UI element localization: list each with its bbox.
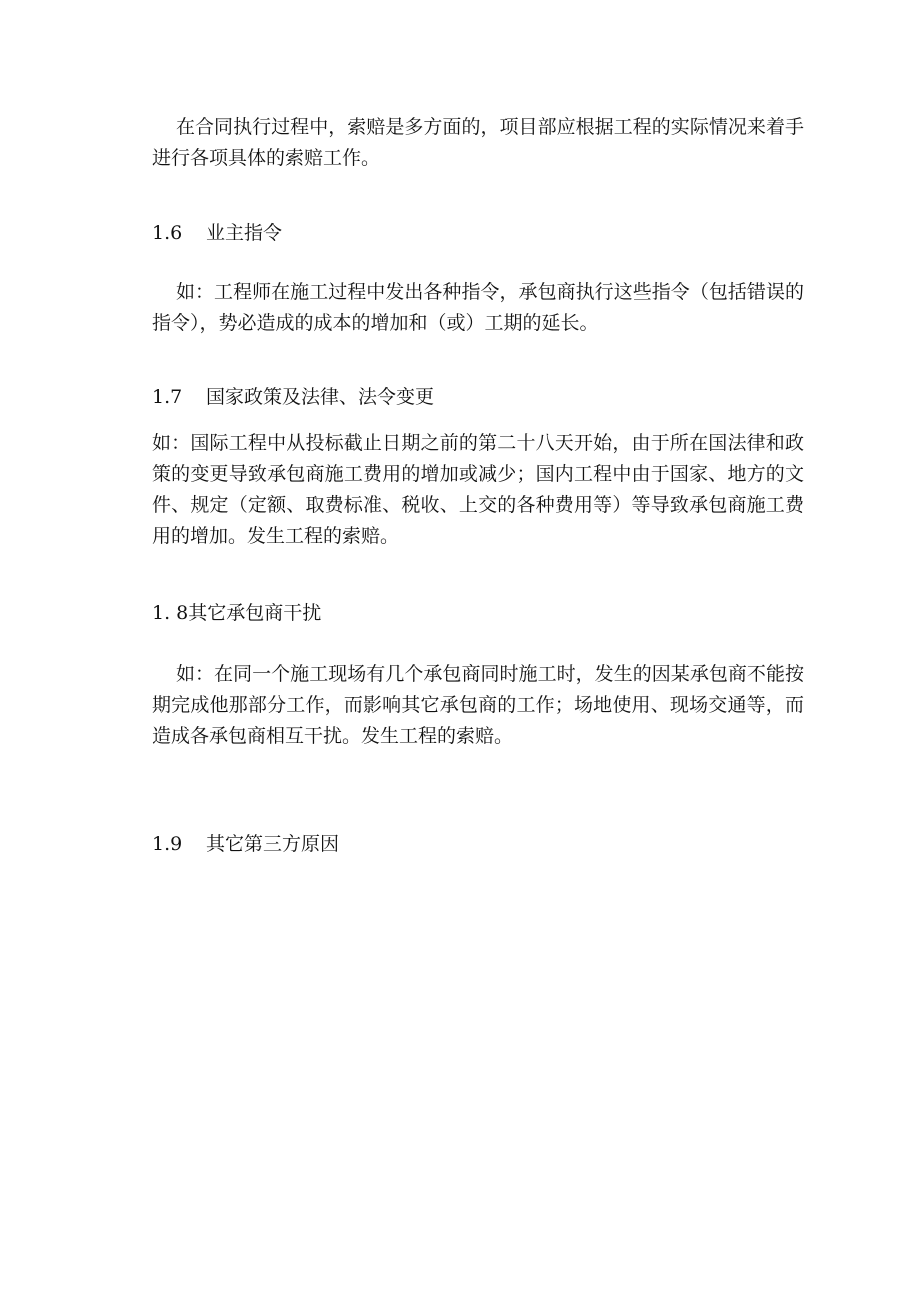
section-title: 其它第三方原因 xyxy=(206,833,340,855)
section-number: 1.9 xyxy=(152,833,183,855)
section-1-7-body: 如：国际工程中从投标截止日期之前的第二十八天开始，由于所在国法律和政策的变更导致承包商施工费用的增加或减少；国内工程中由于国家、地方的文件、规定（定额、取费标准、税收、上交的各种费用等）等导致承包商施工费用的增加。发生工程的索赔。 xyxy=(152,432,804,547)
section-number: 1.7 xyxy=(152,386,183,408)
section-heading-1-8 xyxy=(152,598,321,629)
section-number: 1.6 xyxy=(152,222,183,244)
section-1-8-body: 如：在同一个施工现场有几个承包商同时施工时，发生的因某承包商不能按期完成他那部分工作，而影响其它承包商的工作；场地使用、现场交通等，而造成各承包商相互干扰。发生工程的索赔。 xyxy=(152,663,804,747)
section-heading-1-7 xyxy=(152,382,434,413)
section-title: 业主指令 xyxy=(206,222,283,244)
section-heading-1-6 xyxy=(152,218,282,249)
section-number: 1. 8 xyxy=(152,602,189,624)
section-title: 国家政策及法律、法令变更 xyxy=(206,386,435,408)
intro-paragraph: 在合同执行过程中，索赔是多方面的，项目部应根据工程的实际情况来着手进行各项具体的索赔工作。 xyxy=(152,116,804,169)
section-title: 其它承包商干扰 xyxy=(188,602,322,624)
section-1-6-body: 如：工程师在施工过程中发出各种指令，承包商执行这些指令（包括错误的指令），势必造成的成本的增加和（或）工期的延长。 xyxy=(152,281,804,334)
section-heading-1-9 xyxy=(152,829,339,860)
